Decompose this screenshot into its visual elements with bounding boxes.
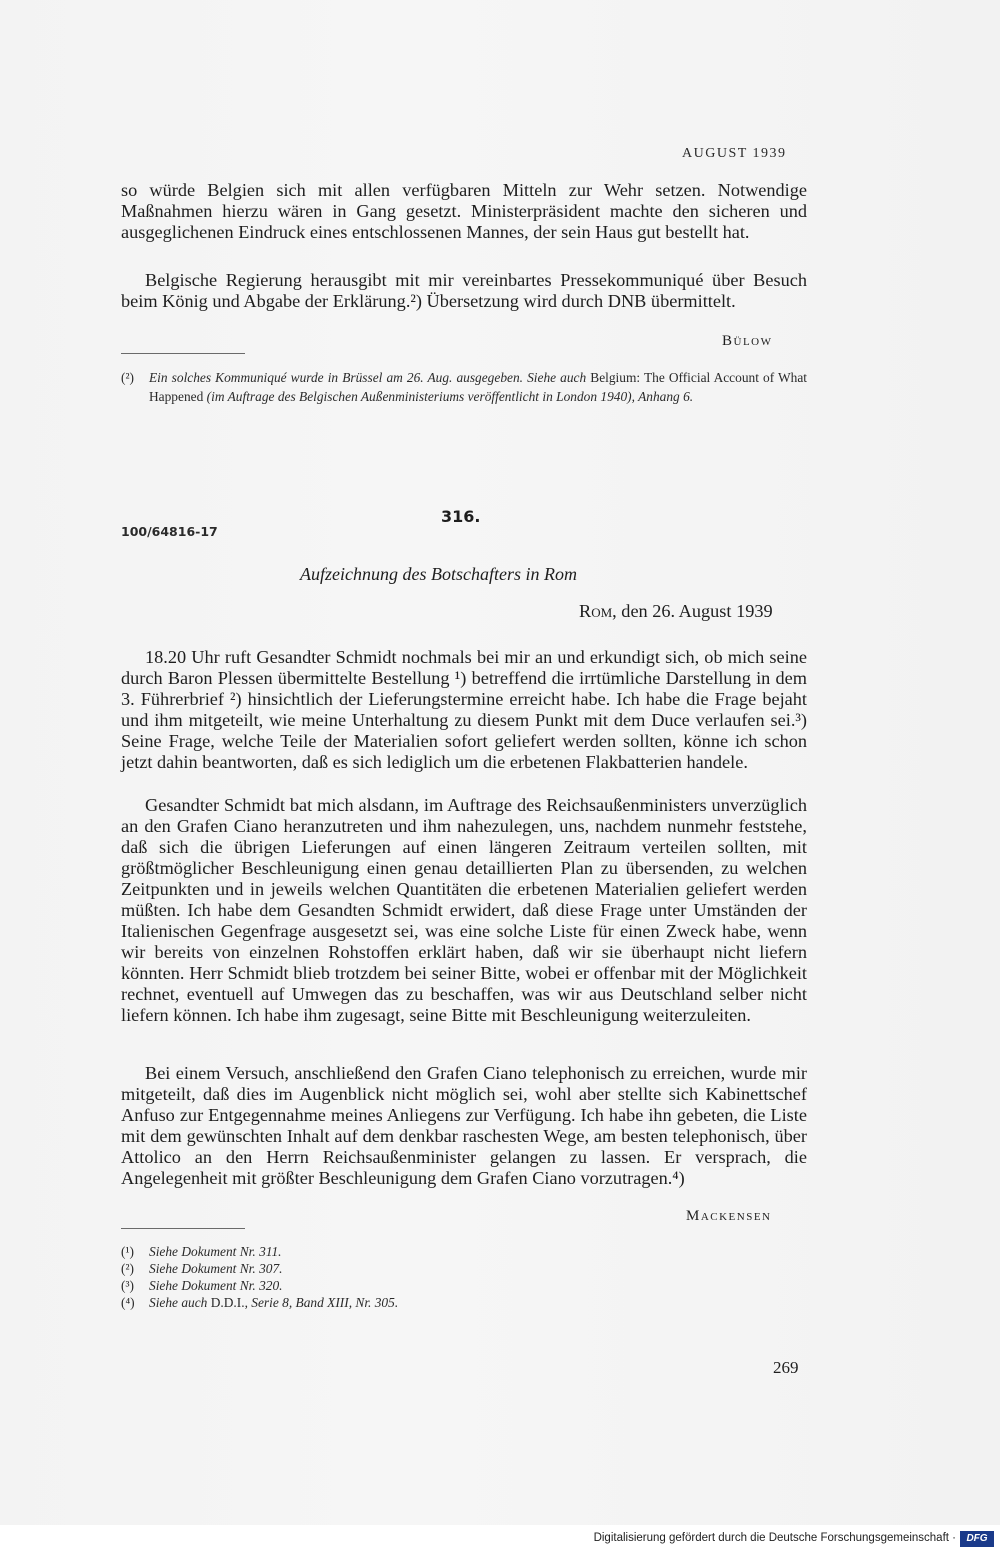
footnote: (²) Siehe Dokument Nr. 307. [121,1261,283,1276]
footnote-text: Ein solches Kommuniqué wurde in Brüssel am 26. Aug. ausgegeben. Siehe auch Belgium: The Official Account of What Happened (im Auftrage des Belgischen Außenministeriums veröffentlicht in London 1940), Anhang 6. [149,370,807,404]
running-head: AUGUST 1939 [682,146,787,161]
signature-buelow: Bülow [722,333,773,349]
body-paragraph: Gesandter Schmidt bat mich alsdann, im Auftrage des Reichsaußenministers unverzüglich an den Grafen Ciano heranzutreten und ihm nahezulegen, uns, nachdem nunmehr feststehe, daß sich die übrigen Lieferungen auf einen längeren Zeitraum verteilen sollten, mit größtmöglicher Beschleunigung einen genau detaillierten Plan zu übersenden, zu welchen Zeitpunkten und in jeweils welchen Quantitäten die erbetenen Materialien geliefert werden müßten. Ich habe dem Gesandten Schmidt erwidert, daß diese Frage unter Umständen der Italienischen Gegenfrage ausgesetzt sei, was eine solche Liste für einen Zweck habe, wenn wir bereits von einzelnen Rohstoffen erklärt haben, daß wir sie überhaupt nicht liefern könnten. Herr Schmidt blieb trotzdem bei seiner Bitte, wobei er offenbar mit der Möglichkeit rechnet, eventuell auf Umwegen das zu beschaffen, was wir aus Deutschland selber nicht liefern können. Ich habe ihm zugesagt, seine Bitte mit Beschleunigung weiterzuleiten. [121,795,807,1025]
footnote [121,368,807,406]
footnote: (⁴) Siehe auch D.D.I., Serie 8, Band XIII, Nr. 305. [121,1295,399,1310]
body-paragraph: 18.20 Uhr ruft Gesandter Schmidt nochmals bei mir an und erkundigt sich, ob mich seine durch Baron Plessen übermittelte Bestellung ¹) betreffend die irrtümliche Darstellung in dem 3. Führerbrief ²) hinsichtlich der Lieferungstermine erreicht habe. Ich habe die Frage bejaht und ihm mitgeteilt, wie meine Unterhaltung zu diesem Punkt mit dem Duce verlaufen sei.³) Seine Frage, welche Teile der Materialien sofort geliefert werden sollten, könne ich schon jetzt dahin beantworten, daß es sich lediglich um die erbetenen Flakbatterien handele. [121,647,807,772]
document-number: 316. [441,507,481,526]
footnote: (³) Siehe Dokument Nr. 320. [121,1278,283,1293]
footnote-number: (²) [121,370,134,385]
place-date [579,601,773,622]
body-paragraph: Bei einem Versuch, anschließend den Grafen Ciano telephonisch zu erreichen, wurde mir mitgeteilt, daß dies im Augenblick nicht möglich sei, wohl aber stellte sich Kabinettschef Anfuso zur Entgegennahme meines Anliegens zur Verfügung. Ich habe ihn gebeten, die Liste mit dem gewünschten Inhalt auf dem denkbar raschesten Wege, am besten telephonisch, über Attolico an den Herrn Reichsaußenminister gelangen zu lassen. Er versprach, die Angelegenheit mit größter Beschleunigung dem Grafen Ciano vorzutragen.⁴) [121,1063,807,1188]
dfg-logo-icon: DFG [960,1531,994,1547]
file-reference: 100/64816-17 [121,524,218,539]
document-title: Aufzeichnung des Botschafters in Rom [300,564,577,584]
funding-credit: Digitalisierung gefördert durch die Deutsche Forschungsgemeinschaft · [593,1532,956,1544]
footer-bar [0,1525,1000,1554]
body-paragraph: so würde Belgien sich mit allen verfügbaren Mitteln zur Wehr setzen. Notwendige Maßnahmen hierzu wären in Gang gesetzt. Ministerpräsident machte den sicheren und ausgeglichenen Eindruck eines entschlossenen Mannes, der sein Haus gut bestellt hat. [121,180,807,242]
body-paragraph: Belgische Regierung herausgibt mit mir vereinbartes Pressekommuniqué über Besuch beim König und Abgabe der Erklärung.²) Übersetzung wird durch DNB übermittelt. [121,270,807,311]
signature-mackensen: Mackensen [686,1208,772,1224]
date: , den 26. August 1939 [612,601,773,621]
page-number: 269 [773,1358,799,1377]
footnote-rule [121,353,245,354]
footnote-list [121,1243,521,1311]
place: Rom [579,601,613,621]
footnote: (¹) Siehe Dokument Nr. 311. [121,1244,282,1259]
footnote-rule [121,1228,245,1229]
